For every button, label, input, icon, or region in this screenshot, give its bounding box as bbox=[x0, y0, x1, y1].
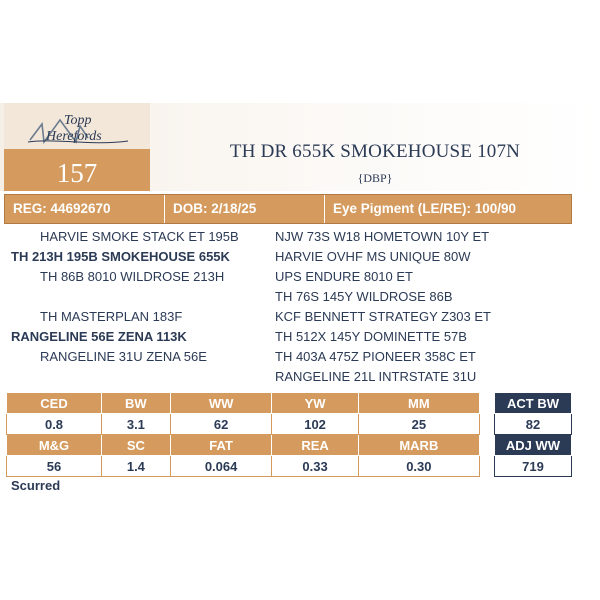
epd-header-marb: MARB bbox=[358, 435, 479, 456]
pedigree-dam: RANGELINE 56E ZENA 113K bbox=[11, 329, 187, 344]
epd-header-ced: CED bbox=[7, 393, 102, 414]
pedigree-ancestor: RANGELINE 21L INTRSTATE 31U bbox=[275, 369, 477, 384]
pedigree-sire-sire: HARVIE SMOKE STACK ET 195B bbox=[40, 229, 239, 244]
logo-text-topp: Topp bbox=[64, 113, 92, 128]
logo-text-herefords: Herefords bbox=[46, 129, 102, 144]
pedigree-ancestor: NJW 73S W18 HOMETOWN 10Y ET bbox=[275, 229, 490, 244]
pedigree-sire: TH 213H 195B SMOKEHOUSE 655K bbox=[11, 249, 230, 264]
epd-table bbox=[6, 392, 480, 477]
epd-header-bw: BW bbox=[102, 393, 171, 414]
epd-header-sc: SC bbox=[102, 435, 171, 456]
adj-ww-value: 719 bbox=[495, 456, 572, 477]
topp-herefords-logo bbox=[24, 108, 134, 150]
epd-header-yw: YW bbox=[272, 393, 358, 414]
epd-value-row bbox=[7, 456, 480, 477]
animal-name: TH DR 655K SMOKEHOUSE 107N bbox=[229, 141, 521, 162]
genetic-status-tag: {DBP} bbox=[357, 171, 393, 185]
epd-value-fat: 0.064 bbox=[170, 456, 272, 477]
adj-ww-label: ADJ WW bbox=[495, 435, 572, 456]
date-of-birth: DOB: 2/18/25 bbox=[165, 195, 325, 223]
epd-header-fat: FAT bbox=[170, 435, 272, 456]
epd-value-row bbox=[7, 414, 480, 435]
epd-header-ww: WW bbox=[170, 393, 272, 414]
pedigree-dam-dam: RANGELINE 31U ZENA 56E bbox=[40, 349, 207, 364]
epd-value-sc: 1.4 bbox=[102, 456, 171, 477]
epd-header-row bbox=[7, 393, 480, 414]
epd-value-yw: 102 bbox=[272, 414, 358, 435]
epd-value-ww: 62 bbox=[170, 414, 272, 435]
epd-value-marb: 0.30 bbox=[358, 456, 479, 477]
pedigree-ancestor: TH 76S 145Y WILDROSE 86B bbox=[275, 289, 453, 304]
act-bw-value: 82 bbox=[495, 414, 572, 435]
epd-value-ced: 0.8 bbox=[7, 414, 102, 435]
lot-number: 157 bbox=[56, 158, 98, 188]
epd-header-row bbox=[7, 435, 480, 456]
act-bw-label: ACT BW bbox=[495, 393, 572, 414]
pedigree-ancestor: UPS ENDURE 8010 ET bbox=[275, 269, 413, 284]
registration-number: REG: 44692670 bbox=[5, 195, 165, 223]
pedigree-ancestor: HARVIE OVHF MS UNIQUE 80W bbox=[275, 249, 471, 264]
pedigree-ancestor: TH 403A 475Z PIONEER 358C ET bbox=[275, 349, 476, 364]
epd-header-mg: M&G bbox=[7, 435, 102, 456]
eye-pigment: Eye Pigment (LE/RE): 100/90 bbox=[333, 201, 517, 216]
pedigree-ancestor: TH 512X 145Y DOMINETTE 57B bbox=[275, 329, 467, 344]
pedigree-sire-dam: TH 86B 8010 WILDROSE 213H bbox=[40, 269, 225, 284]
pedigree-ancestor: KCF BENNETT STRATEGY Z303 ET bbox=[275, 309, 491, 324]
epd-header-rea: REA bbox=[272, 435, 358, 456]
actual-weights-table bbox=[494, 392, 572, 477]
pedigree-dam-sire: TH MASTERPLAN 183F bbox=[40, 309, 183, 324]
epd-value-rea: 0.33 bbox=[272, 456, 358, 477]
footer-note: Scurred bbox=[11, 478, 61, 493]
epd-value-bw: 3.1 bbox=[102, 414, 171, 435]
epd-value-mm: 25 bbox=[358, 414, 479, 435]
epd-value-mg: 56 bbox=[7, 456, 102, 477]
registration-bar bbox=[4, 194, 572, 224]
epd-header-mm: MM bbox=[358, 393, 479, 414]
